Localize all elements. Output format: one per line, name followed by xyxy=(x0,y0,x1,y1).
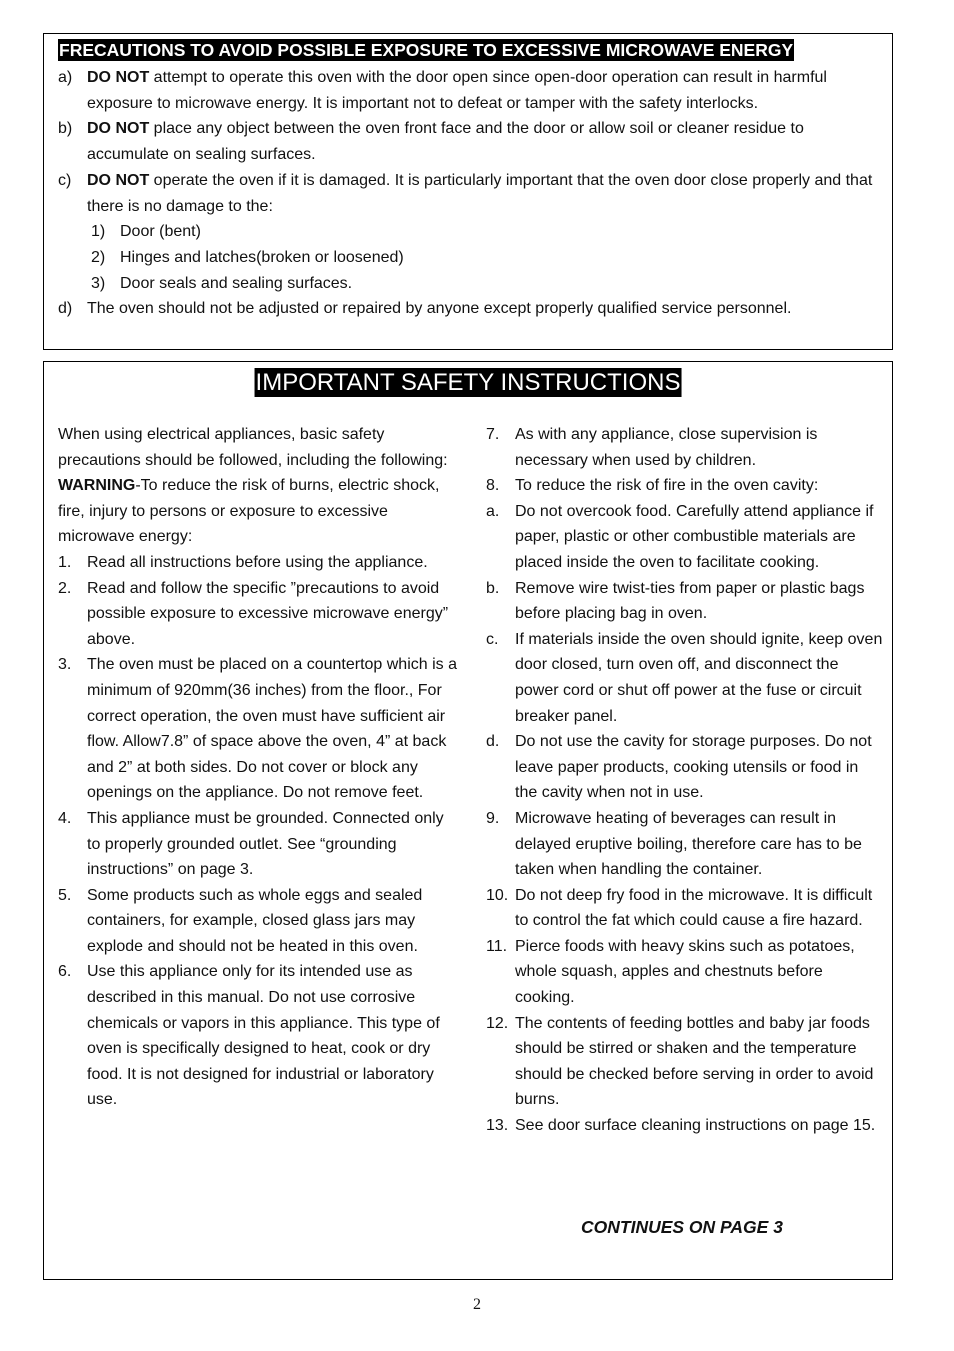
instruction-text: To reduce the risk of fire in the oven cavity: xyxy=(515,477,819,495)
instruction-text: The contents of feeding bottles and baby jar foods should be stirred or shaken and the temperature should be checked before serving in order to avoid burns. xyxy=(515,1014,874,1109)
instruction-number: d. xyxy=(486,733,500,751)
instruction-number: 2. xyxy=(58,579,72,597)
instruction-item xyxy=(58,576,458,653)
sublist-item xyxy=(58,245,884,271)
instruction-text: Microwave heating of beverages can result in delayed eruptive boiling, therefore care has to be taken when handling the container. xyxy=(515,809,862,879)
instruction-number: 10. xyxy=(486,886,509,904)
sublist-marker: 1) xyxy=(91,223,106,241)
instruction-text: The oven must be placed on a countertop which is a minimum of 920mm(36 inches) from the floor., For correct operation, the oven must have sufficient air flow. Allow7.8” of space above the oven, 4” at back and 2” at both sides. Do not cover or block any openings on the appliance. Do not remove feet. xyxy=(87,656,457,802)
instruction-text: Some products such as whole eggs and sealed containers, for example, closed glass jars may explode and should not be heated in this oven. xyxy=(87,886,423,955)
sublist-marker: 2) xyxy=(91,248,106,266)
instruction-number: 13. xyxy=(486,1117,509,1135)
intro-block xyxy=(58,422,458,550)
precaution-marker: a) xyxy=(58,69,73,86)
precaution-emphasis: DO NOT xyxy=(87,171,150,189)
instruction-text: If materials inside the oven should ignite, keep oven door closed, turn oven off, and disconnect the power cord or shut off power at the fuse or circuit breaker panel. xyxy=(515,630,883,725)
instruction-item xyxy=(486,499,884,576)
right-instruction-list xyxy=(486,422,884,1139)
intro-text: When using electrical appliances, basic safety precautions should be followed, including the following: xyxy=(58,426,448,469)
precaution-item xyxy=(58,168,884,219)
precaution-marker: c) xyxy=(58,171,72,189)
precaution-item xyxy=(58,296,884,322)
sublist-text: Hinges and latches(broken or loosened) xyxy=(120,248,404,266)
sublist-marker: 3) xyxy=(91,274,106,292)
warning-text: -To reduce the risk of burns, electric shock, fire, injury to persons or exposure to excessive microwave energy: xyxy=(58,477,440,546)
instruction-text: This appliance must be grounded. Connected only to properly grounded outlet. See “grounding instructions” on page 3. xyxy=(87,809,444,879)
safety-instructions-box xyxy=(43,361,893,1280)
precaution-text: place any object between the oven front face and the door or allow soil or cleaner residue to accumulate on sealing surfaces. xyxy=(87,120,804,164)
sublist-text: Door (bent) xyxy=(120,223,201,241)
instruction-item xyxy=(486,1113,884,1139)
precautions-title: FRECAUTIONS TO AVOID POSSIBLE EXPOSURE TO EXCESSIVE MICROWAVE ENERGY xyxy=(59,40,794,60)
right-column xyxy=(486,422,884,1139)
instruction-item xyxy=(486,1011,884,1113)
instruction-text: Read all instructions before using the appliance. xyxy=(87,553,428,571)
precaution-item xyxy=(58,116,884,167)
instruction-item xyxy=(486,729,884,806)
instruction-number: 12. xyxy=(486,1014,509,1032)
instruction-item xyxy=(486,576,884,627)
instruction-number: 6. xyxy=(58,963,72,981)
precaution-text: attempt to operate this oven with the door open since open-door operation can result in harmful exposure to microwave energy. It is important not to defeat or tamper with the safety interlocks. xyxy=(87,69,827,112)
instruction-item xyxy=(58,883,458,960)
instruction-number: 9. xyxy=(486,809,500,827)
sublist-text: Door seals and sealing surfaces. xyxy=(120,274,353,292)
instruction-text: Remove wire twist-ties from paper or plastic bags before placing bag in oven. xyxy=(515,579,865,623)
warning-label: WARNING xyxy=(58,477,136,495)
precaution-emphasis: DO NOT xyxy=(87,120,150,138)
damage-sublist xyxy=(58,219,884,296)
instruction-text: See door surface cleaning instructions on page 15. xyxy=(515,1117,876,1135)
instruction-number: 4. xyxy=(58,809,72,827)
precautions-box xyxy=(43,33,893,350)
instruction-number: a. xyxy=(486,502,500,520)
instruction-item xyxy=(486,627,884,729)
instruction-text: Use this appliance only for its intended use as described in this manual. Do not use corrosive chemicals or vapors in this appliance. This type of oven is specifically designed to heat, cook or dry food. It is not designed for industrial or laboratory use. xyxy=(87,963,440,1109)
instruction-number: 11. xyxy=(486,937,508,955)
sublist-item xyxy=(58,271,884,297)
precaution-emphasis: DO NOT xyxy=(87,69,150,86)
precautions-list xyxy=(58,65,884,322)
instruction-item xyxy=(486,473,884,499)
instruction-number: 1. xyxy=(58,553,72,571)
instruction-text: Do not overcook food. Carefully attend appliance if paper, plastic or other combustible materials are placed inside the oven to facilitate cooking. xyxy=(515,502,874,571)
instruction-number: 3. xyxy=(58,656,72,674)
instruction-item xyxy=(486,883,884,934)
instruction-item xyxy=(58,550,458,576)
left-instruction-list xyxy=(58,550,458,1113)
instruction-item xyxy=(486,806,884,883)
instruction-text: As with any appliance, close supervision is necessary when used by children. xyxy=(515,426,818,469)
instruction-item xyxy=(58,652,458,806)
instruction-item xyxy=(58,959,458,1113)
instruction-item xyxy=(486,422,884,473)
instruction-text: Do not deep fry food in the microwave. It is difficult to control the fat which could cause a fire hazard. xyxy=(515,886,873,930)
safety-title: IMPORTANT SAFETY INSTRUCTIONS xyxy=(255,369,681,396)
precaution-text: operate the oven if it is damaged. It is particularly important that the oven door close properly and that there is no damage to the: xyxy=(87,171,873,215)
instruction-text: Do not use the cavity for storage purposes. Do not leave paper products, cooking utensils or food in the cavity when not in use. xyxy=(515,733,872,802)
instruction-number: 7. xyxy=(486,426,500,443)
left-column xyxy=(58,422,458,1113)
instruction-text: Read and follow the specific ”precautions to avoid possible exposure to excessive microwave energy” above. xyxy=(87,579,449,648)
precaution-text: The oven should not be adjusted or repaired by anyone except properly qualified service personnel. xyxy=(87,300,792,318)
instruction-number: b. xyxy=(486,579,500,597)
instruction-text: Pierce foods with heavy skins such as potatoes, whole squash, apples and chestnuts before cooking. xyxy=(515,937,855,1007)
instruction-number: 5. xyxy=(58,886,72,904)
sublist-item xyxy=(58,219,884,245)
instruction-number: 8. xyxy=(486,477,500,495)
page-number: 2 xyxy=(473,1296,481,1313)
instruction-item xyxy=(58,806,458,883)
continues-note: CONTINUES ON PAGE 3 xyxy=(581,1217,783,1237)
precaution-marker: b) xyxy=(58,120,73,138)
instruction-number: c. xyxy=(486,630,499,648)
precaution-item xyxy=(58,65,884,116)
instruction-item xyxy=(486,934,884,1011)
precaution-marker: d) xyxy=(58,300,73,318)
